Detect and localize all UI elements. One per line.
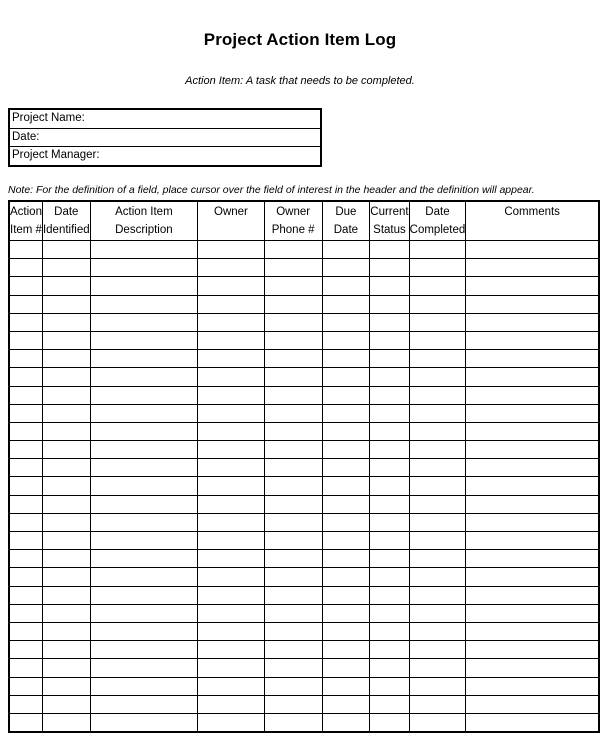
table-cell[interactable] [466, 659, 599, 677]
table-cell[interactable] [370, 441, 409, 459]
table-row [9, 695, 599, 713]
table-row [9, 313, 599, 331]
table-cell[interactable] [409, 350, 466, 368]
column-header-owner: Owner [198, 201, 265, 241]
table-cell[interactable] [90, 641, 197, 659]
table-cell[interactable] [90, 713, 197, 732]
table-cell[interactable] [264, 622, 322, 640]
table-cell[interactable] [264, 350, 322, 368]
table-cell[interactable] [90, 350, 197, 368]
table-cell[interactable] [466, 313, 599, 331]
table-cell[interactable] [264, 331, 322, 349]
table-cell[interactable] [322, 659, 370, 677]
table-cell[interactable] [370, 386, 409, 404]
table-row [9, 331, 599, 349]
table-cell[interactable] [9, 622, 42, 640]
table-row [9, 604, 599, 622]
table-cell[interactable] [322, 241, 370, 259]
table-cell[interactable] [322, 586, 370, 604]
table-cell[interactable] [322, 495, 370, 513]
table-cell[interactable] [409, 368, 466, 386]
table-cell[interactable] [409, 404, 466, 422]
table-cell[interactable] [9, 695, 42, 713]
table-cell[interactable] [90, 368, 197, 386]
table-cell[interactable] [370, 368, 409, 386]
table-cell[interactable] [198, 495, 265, 513]
table-cell[interactable] [322, 568, 370, 586]
table-cell[interactable] [370, 677, 409, 695]
table-cell[interactable] [322, 641, 370, 659]
table-cell[interactable] [264, 641, 322, 659]
table-cell[interactable] [322, 550, 370, 568]
table-cell[interactable] [264, 295, 322, 313]
table-cell[interactable] [466, 641, 599, 659]
table-cell[interactable] [264, 568, 322, 586]
table-cell[interactable] [370, 477, 409, 495]
table-cell[interactable] [370, 422, 409, 440]
table-cell[interactable] [409, 386, 466, 404]
table-cell[interactable] [466, 604, 599, 622]
table-cell[interactable] [370, 695, 409, 713]
table-cell[interactable] [9, 459, 42, 477]
table-cell[interactable] [322, 331, 370, 349]
table-cell[interactable] [322, 513, 370, 531]
table-cell[interactable] [370, 622, 409, 640]
table-row [9, 659, 599, 677]
table-cell[interactable] [466, 441, 599, 459]
table-cell[interactable] [322, 368, 370, 386]
table-cell[interactable] [42, 622, 90, 640]
table-cell[interactable] [90, 295, 197, 313]
column-header-due-date: Due Date [322, 201, 370, 241]
table-cell[interactable] [466, 422, 599, 440]
table-cell[interactable] [9, 550, 42, 568]
table-cell[interactable] [42, 350, 90, 368]
table-cell[interactable] [322, 386, 370, 404]
table-cell[interactable] [9, 277, 42, 295]
table-cell[interactable] [90, 259, 197, 277]
column-header-date-completed: Date Completed [409, 201, 466, 241]
table-cell[interactable] [198, 477, 265, 495]
table-cell[interactable] [9, 259, 42, 277]
table-header-row [9, 201, 599, 241]
column-header-action-item: Action Item # [9, 201, 42, 241]
table-cell[interactable] [409, 550, 466, 568]
table-cell[interactable] [90, 586, 197, 604]
table-cell[interactable] [322, 604, 370, 622]
definition-note: Note: For the definition of a field, place cursor over the field of interest in the header and the definition will appear. [8, 184, 535, 196]
table-cell[interactable] [322, 622, 370, 640]
table-cell[interactable] [9, 477, 42, 495]
table-cell[interactable] [409, 568, 466, 586]
table-row [9, 622, 599, 640]
table-row [9, 459, 599, 477]
table-cell[interactable] [198, 422, 265, 440]
table-cell[interactable] [9, 331, 42, 349]
table-cell[interactable] [370, 641, 409, 659]
table-cell[interactable] [42, 641, 90, 659]
table-cell[interactable] [466, 550, 599, 568]
table-cell[interactable] [198, 386, 265, 404]
table-cell[interactable] [466, 331, 599, 349]
table-cell[interactable] [409, 713, 466, 732]
table-cell[interactable] [90, 622, 197, 640]
table-row [9, 586, 599, 604]
table-cell[interactable] [466, 368, 599, 386]
table-cell[interactable] [42, 659, 90, 677]
page-title: Project Action Item Log [203, 30, 397, 49]
table-cell[interactable] [466, 532, 599, 550]
table-cell[interactable] [198, 331, 265, 349]
table-cell[interactable] [198, 368, 265, 386]
table-cell[interactable] [198, 277, 265, 295]
table-cell[interactable] [322, 350, 370, 368]
table-cell[interactable] [409, 441, 466, 459]
table-cell[interactable] [9, 513, 42, 531]
table-cell[interactable] [370, 313, 409, 331]
table-cell[interactable] [409, 622, 466, 640]
table-cell[interactable] [264, 550, 322, 568]
table-cell[interactable] [370, 259, 409, 277]
table-cell[interactable] [409, 532, 466, 550]
table-cell[interactable] [409, 277, 466, 295]
table-cell[interactable] [409, 241, 466, 259]
table-cell[interactable] [9, 350, 42, 368]
table-cell[interactable] [264, 404, 322, 422]
table-cell[interactable] [90, 277, 197, 295]
table-row [9, 368, 599, 386]
table-cell[interactable] [370, 568, 409, 586]
table-cell[interactable] [198, 241, 265, 259]
table-cell[interactable] [409, 604, 466, 622]
table-cell[interactable] [466, 513, 599, 531]
table-cell[interactable] [409, 695, 466, 713]
project-name-field[interactable]: Project Name: [12, 112, 85, 124]
table-cell[interactable] [198, 404, 265, 422]
action-item-table [8, 200, 600, 733]
table-cell[interactable] [198, 659, 265, 677]
table-row [9, 404, 599, 422]
table-cell[interactable] [264, 441, 322, 459]
table-cell[interactable] [198, 550, 265, 568]
table-cell[interactable] [322, 441, 370, 459]
table-cell[interactable] [466, 495, 599, 513]
table-cell[interactable] [198, 622, 265, 640]
table-cell[interactable] [409, 459, 466, 477]
table-cell[interactable] [198, 295, 265, 313]
table-cell[interactable] [264, 368, 322, 386]
table-cell[interactable] [198, 459, 265, 477]
table-cell[interactable] [42, 695, 90, 713]
table-cell[interactable] [409, 477, 466, 495]
table-row [9, 713, 599, 732]
table-row [9, 677, 599, 695]
table-cell[interactable] [9, 677, 42, 695]
table-cell[interactable] [370, 550, 409, 568]
table-cell[interactable] [42, 477, 90, 495]
table-cell[interactable] [370, 241, 409, 259]
table-cell[interactable] [370, 532, 409, 550]
table-cell[interactable] [466, 295, 599, 313]
table-cell[interactable] [42, 713, 90, 732]
table-cell[interactable] [42, 295, 90, 313]
table-row [9, 350, 599, 368]
column-header-date-identified: Date Identified [42, 201, 90, 241]
table-cell[interactable] [264, 313, 322, 331]
table-cell[interactable] [466, 259, 599, 277]
table-row [9, 495, 599, 513]
table-cell[interactable] [90, 695, 197, 713]
table-cell[interactable] [409, 641, 466, 659]
table-cell[interactable] [90, 422, 197, 440]
table-cell[interactable] [370, 331, 409, 349]
table-cell[interactable] [90, 495, 197, 513]
table-row [9, 259, 599, 277]
table-cell[interactable] [90, 677, 197, 695]
table-cell[interactable] [42, 586, 90, 604]
table-cell[interactable] [409, 295, 466, 313]
table-cell[interactable] [42, 404, 90, 422]
table-cell[interactable] [9, 568, 42, 586]
table-cell[interactable] [322, 313, 370, 331]
table-cell[interactable] [90, 441, 197, 459]
table-cell[interactable] [264, 513, 322, 531]
table-cell[interactable] [90, 386, 197, 404]
table-cell[interactable] [90, 241, 197, 259]
action-item-definition: Action Item: A task that needs to be completed. [185, 75, 415, 87]
table-cell[interactable] [264, 532, 322, 550]
table-cell[interactable] [42, 241, 90, 259]
table-cell[interactable] [370, 604, 409, 622]
table-cell[interactable] [370, 404, 409, 422]
table-cell[interactable] [42, 368, 90, 386]
column-header-owner-phone: Owner Phone # [264, 201, 322, 241]
table-cell[interactable] [198, 441, 265, 459]
table-cell[interactable] [322, 259, 370, 277]
table-cell[interactable] [264, 277, 322, 295]
table-cell[interactable] [264, 459, 322, 477]
table-cell[interactable] [466, 350, 599, 368]
table-cell[interactable] [42, 550, 90, 568]
table-cell[interactable] [42, 532, 90, 550]
table-cell[interactable] [198, 532, 265, 550]
date-field[interactable]: Date: [10, 128, 320, 147]
table-cell[interactable] [409, 495, 466, 513]
table-cell[interactable] [466, 695, 599, 713]
table-cell[interactable] [198, 586, 265, 604]
table-cell[interactable] [42, 259, 90, 277]
table-cell[interactable] [466, 477, 599, 495]
table-cell[interactable] [9, 586, 42, 604]
table-cell[interactable] [90, 659, 197, 677]
table-cell[interactable] [42, 495, 90, 513]
table-cell[interactable] [9, 295, 42, 313]
table-cell[interactable] [264, 495, 322, 513]
table-cell[interactable] [264, 477, 322, 495]
table-cell[interactable] [9, 495, 42, 513]
table-cell[interactable] [198, 604, 265, 622]
table-row [9, 568, 599, 586]
table-cell[interactable] [264, 259, 322, 277]
table-cell[interactable] [9, 713, 42, 732]
table-cell[interactable] [42, 313, 90, 331]
table-cell[interactable] [409, 331, 466, 349]
table-cell[interactable] [370, 713, 409, 732]
table-cell[interactable] [198, 713, 265, 732]
table-cell[interactable] [466, 241, 599, 259]
table-cell[interactable] [9, 404, 42, 422]
table-cell[interactable] [198, 350, 265, 368]
table-cell[interactable] [264, 695, 322, 713]
table-row [9, 532, 599, 550]
table-cell[interactable] [9, 604, 42, 622]
table-row [9, 513, 599, 531]
table-cell[interactable] [370, 459, 409, 477]
table-cell[interactable] [466, 677, 599, 695]
table-cell[interactable] [322, 477, 370, 495]
table-cell[interactable] [42, 459, 90, 477]
table-cell[interactable] [9, 422, 42, 440]
table-cell[interactable] [90, 313, 197, 331]
table-cell[interactable] [90, 550, 197, 568]
table-cell[interactable] [466, 459, 599, 477]
table-cell[interactable] [409, 659, 466, 677]
table-cell[interactable] [466, 386, 599, 404]
table-cell[interactable] [409, 513, 466, 531]
table-cell[interactable] [409, 313, 466, 331]
table-cell[interactable] [264, 659, 322, 677]
table-cell[interactable] [466, 568, 599, 586]
project-info-box [8, 108, 322, 167]
table-row [9, 441, 599, 459]
table-row [9, 386, 599, 404]
table-cell[interactable] [322, 532, 370, 550]
table-cell[interactable] [264, 604, 322, 622]
table-row [9, 241, 599, 259]
table-cell[interactable] [322, 677, 370, 695]
table-cell[interactable] [90, 477, 197, 495]
table-cell[interactable] [264, 586, 322, 604]
table-cell[interactable] [264, 713, 322, 732]
table-cell[interactable] [9, 441, 42, 459]
table-cell[interactable] [322, 404, 370, 422]
table-cell[interactable] [90, 459, 197, 477]
table-cell[interactable] [198, 259, 265, 277]
table-cell[interactable] [322, 295, 370, 313]
table-cell[interactable] [409, 586, 466, 604]
table-row [9, 295, 599, 313]
table-cell[interactable] [370, 350, 409, 368]
table-cell[interactable] [409, 677, 466, 695]
table-cell[interactable] [42, 441, 90, 459]
table-cell[interactable] [466, 622, 599, 640]
table-row [9, 277, 599, 295]
table-cell[interactable] [90, 568, 197, 586]
table-cell[interactable] [198, 677, 265, 695]
table-cell[interactable] [370, 659, 409, 677]
table-cell[interactable] [42, 277, 90, 295]
table-cell[interactable] [42, 422, 90, 440]
table-cell[interactable] [198, 695, 265, 713]
table-cell[interactable] [90, 604, 197, 622]
table-row [9, 550, 599, 568]
table-cell[interactable] [466, 277, 599, 295]
table-cell[interactable] [466, 404, 599, 422]
table-cell[interactable] [42, 568, 90, 586]
table-cell[interactable] [9, 313, 42, 331]
table-cell[interactable] [264, 241, 322, 259]
table-cell[interactable] [9, 659, 42, 677]
table-cell[interactable] [322, 422, 370, 440]
table-row [9, 641, 599, 659]
table-cell[interactable] [322, 459, 370, 477]
table-cell[interactable] [9, 386, 42, 404]
table-cell[interactable] [264, 386, 322, 404]
table-row [9, 422, 599, 440]
table-cell[interactable] [90, 404, 197, 422]
table-cell[interactable] [370, 295, 409, 313]
table-cell[interactable] [466, 586, 599, 604]
table-cell[interactable] [198, 313, 265, 331]
table-cell[interactable] [264, 422, 322, 440]
table-cell[interactable] [9, 641, 42, 659]
table-cell[interactable] [370, 277, 409, 295]
table-cell[interactable] [9, 532, 42, 550]
table-cell[interactable] [264, 677, 322, 695]
project-manager-field[interactable]: Project Manager: [10, 146, 320, 165]
table-cell[interactable] [198, 568, 265, 586]
table-cell[interactable] [9, 241, 42, 259]
table-cell[interactable] [409, 422, 466, 440]
table-cell[interactable] [409, 259, 466, 277]
table-cell[interactable] [322, 695, 370, 713]
column-header-current-status: Current Status [370, 201, 409, 241]
column-header-description: Action Item Description [90, 201, 197, 241]
table-cell[interactable] [90, 513, 197, 531]
table-cell[interactable] [466, 713, 599, 732]
table-cell[interactable] [90, 532, 197, 550]
table-cell[interactable] [42, 386, 90, 404]
table-cell[interactable] [370, 513, 409, 531]
table-cell[interactable] [370, 586, 409, 604]
table-cell[interactable] [9, 368, 42, 386]
table-cell[interactable] [370, 495, 409, 513]
table-cell[interactable] [322, 713, 370, 732]
table-cell[interactable] [42, 604, 90, 622]
table-cell[interactable] [90, 331, 197, 349]
table-cell[interactable] [198, 513, 265, 531]
table-cell[interactable] [42, 677, 90, 695]
table-row [9, 477, 599, 495]
table-cell[interactable] [322, 277, 370, 295]
table-cell[interactable] [42, 331, 90, 349]
table-cell[interactable] [42, 513, 90, 531]
column-header-comments: Comments [466, 201, 599, 241]
table-cell[interactable] [198, 641, 265, 659]
